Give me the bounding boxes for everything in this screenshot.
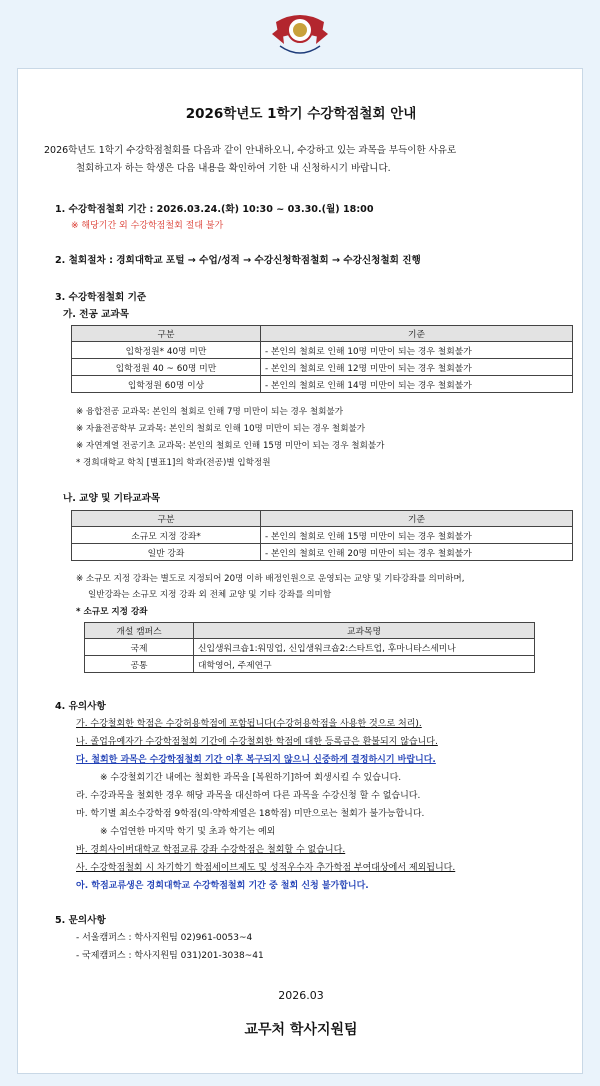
table-cell: 공통 (85, 656, 194, 673)
note-item: * 경희대학교 학칙 [별표1]의 학과(전공)별 입학정원 (76, 458, 271, 468)
table-cell: 신입생워크숍1:워밍업, 신입생워크숍2:스타트업, 후마니타스세미나 (194, 639, 535, 656)
table-cell: - 본인의 철회로 인해 14명 미만이 되는 경우 철회불가 (261, 376, 573, 393)
caution-item: 마. 학기별 최소수강학점 9학점(의·약학계열은 18학점) 미만으로는 철회가 불가능합니다. (76, 809, 425, 819)
table-cell: 입학정원 60명 이상 (72, 376, 261, 393)
major-criteria-table (71, 325, 573, 393)
caution-subnote: ※ 수업연한 마지막 학기 및 초과 학기는 예외 (100, 827, 276, 837)
table-header-row (85, 623, 535, 639)
note-item: 일반강좌는 소규모 지정 강좌 외 전체 교양 및 기타 강좌를 의미함 (88, 590, 332, 600)
caution-item: 사. 수강학점철회 시 차기학기 학점세이브제도 및 성적우수자 추가학점 부여대상에서 제외됩니다. (76, 863, 456, 873)
section-5-title: 5. 문의사항 (55, 915, 106, 926)
table-cell: - 본인의 철회로 인해 20명 미만이 되는 경우 철회불가 (261, 544, 573, 561)
table-cell: 입학정원* 40명 미만 (72, 342, 261, 359)
section-3-title: 3. 수강학점철회 기준 (55, 292, 147, 303)
intro-line-2: 철회하고자 하는 학생은 다음 내용을 확인하여 기한 내 신청하시기 바랍니다. (76, 163, 391, 174)
footer-date: 2026.03 (278, 989, 324, 1002)
note-item: ※ 자연계열 전공기초 교과목: 본인의 철회로 인해 15명 미만이 되는 경우 철회불가 (76, 441, 385, 451)
table-cell: - 본인의 철회로 인해 12명 미만이 되는 경우 철회불가 (261, 359, 573, 376)
table-cell: 입학정원 40 ~ 60명 미만 (72, 359, 261, 376)
small-course-table (84, 622, 535, 673)
caution-item: 바. 경희사이버대학교 학점교류 강좌 수강학점은 철회할 수 없습니다. (76, 845, 346, 855)
section-1-title: 1. 수강학점철회 기간 : 2026.03.24.(화) 10:30 ~ 03.30.(월) 18:00 (55, 204, 374, 215)
caution-item: 라. 수강과목을 철회한 경우 해당 과목을 대신하여 다른 과목을 수강신청 할 수 없습니다. (76, 791, 421, 801)
section-1-note: ※ 해당기간 외 수강학점철회 절대 불가 (71, 221, 224, 231)
section-4-title: 4. 유의사항 (55, 701, 106, 712)
table-row (85, 639, 535, 656)
university-logo (266, 4, 334, 60)
section-2-title: 2. 철회절차 : 경희대학교 포털 → 수업/성적 → 수강신청학점철회 → 수강신청철회 진행 (55, 255, 421, 266)
table-header: 구분 (72, 326, 261, 342)
table-header: 구분 (72, 511, 261, 527)
caution-item-emphasis: 아. 학점교류생은 경희대학교 수강학점철회 기간 중 철회 신청 불가합니다. (76, 881, 369, 891)
small-course-title: * 소규모 지정 강좌 (76, 607, 148, 617)
table-header: 교과목명 (194, 623, 535, 639)
contact-item: - 국제캠퍼스 : 학사지원팀 031)201-3038~41 (76, 951, 264, 961)
caution-item-emphasis: 다. 철회한 과목은 수강학점철회 기간 이후 복구되지 않으니 신중하게 결정하시기 바랍니다. (76, 755, 436, 765)
table-row (72, 544, 573, 561)
section-3a-title: 가. 전공 교과목 (63, 309, 129, 320)
caution-item: 가. 수강철회한 학점은 수강허용학점에 포함됩니다(수강허용학점을 사용한 것으로 처리). (76, 719, 422, 729)
table-cell: 대학영어, 주제연구 (194, 656, 535, 673)
caution-subnote: ※ 수강철회기간 내에는 철회한 과목을 [복원하기]하여 회생시킬 수 있습니다. (100, 773, 402, 783)
note-item: ※ 자율전공학부 교과목: 본인의 철회로 인해 10명 미만이 되는 경우 철회불가 (76, 424, 366, 434)
table-cell: 소규모 지정 강좌* (72, 527, 261, 544)
section-3b-title: 나. 교양 및 기타교과목 (63, 493, 161, 504)
table-header: 기준 (261, 511, 573, 527)
liberal-criteria-table (71, 510, 573, 561)
notice-document (17, 68, 583, 1074)
table-cell: - 본인의 철회로 인해 10명 미만이 되는 경우 철회불가 (261, 342, 573, 359)
note-item: ※ 융합전공 교과목: 본인의 철회로 인해 7명 미만이 되는 경우 철회불가 (76, 407, 344, 417)
table-row (72, 376, 573, 393)
table-row (72, 359, 573, 376)
contact-item: - 서울캠퍼스 : 학사지원팀 02)961-0053~4 (76, 933, 253, 943)
caution-item: 나. 졸업유예자가 수강학점철회 기간에 수강철회한 학점에 대한 등록금은 환불되지 않습니다. (76, 737, 438, 747)
note-item: ※ 소규모 지정 강좌는 별도로 지정되어 20명 이하 배정인원으로 운영되는 교양 및 기타강좌를 의미하며, (76, 574, 465, 584)
page-title: 2026학년도 1학기 수강학점철회 안내 (185, 106, 417, 122)
table-row (72, 342, 573, 359)
table-header: 개설 캠퍼스 (85, 623, 194, 639)
table-header-row (72, 511, 573, 527)
table-row (72, 527, 573, 544)
footer-team: 교무처 학사지원팀 (244, 1022, 358, 1038)
table-row (85, 656, 535, 673)
table-cell: 일반 강좌 (72, 544, 261, 561)
table-header: 기준 (261, 326, 573, 342)
table-cell: 국제 (85, 639, 194, 656)
intro-line-1: 2026학년도 1학기 수강학점철회를 다음과 같이 안내하오니, 수강하고 있는 과목을 부득이한 사유로 (44, 145, 457, 156)
table-header-row (72, 326, 573, 342)
table-cell: - 본인의 철회로 인해 15명 미만이 되는 경우 철회불가 (261, 527, 573, 544)
